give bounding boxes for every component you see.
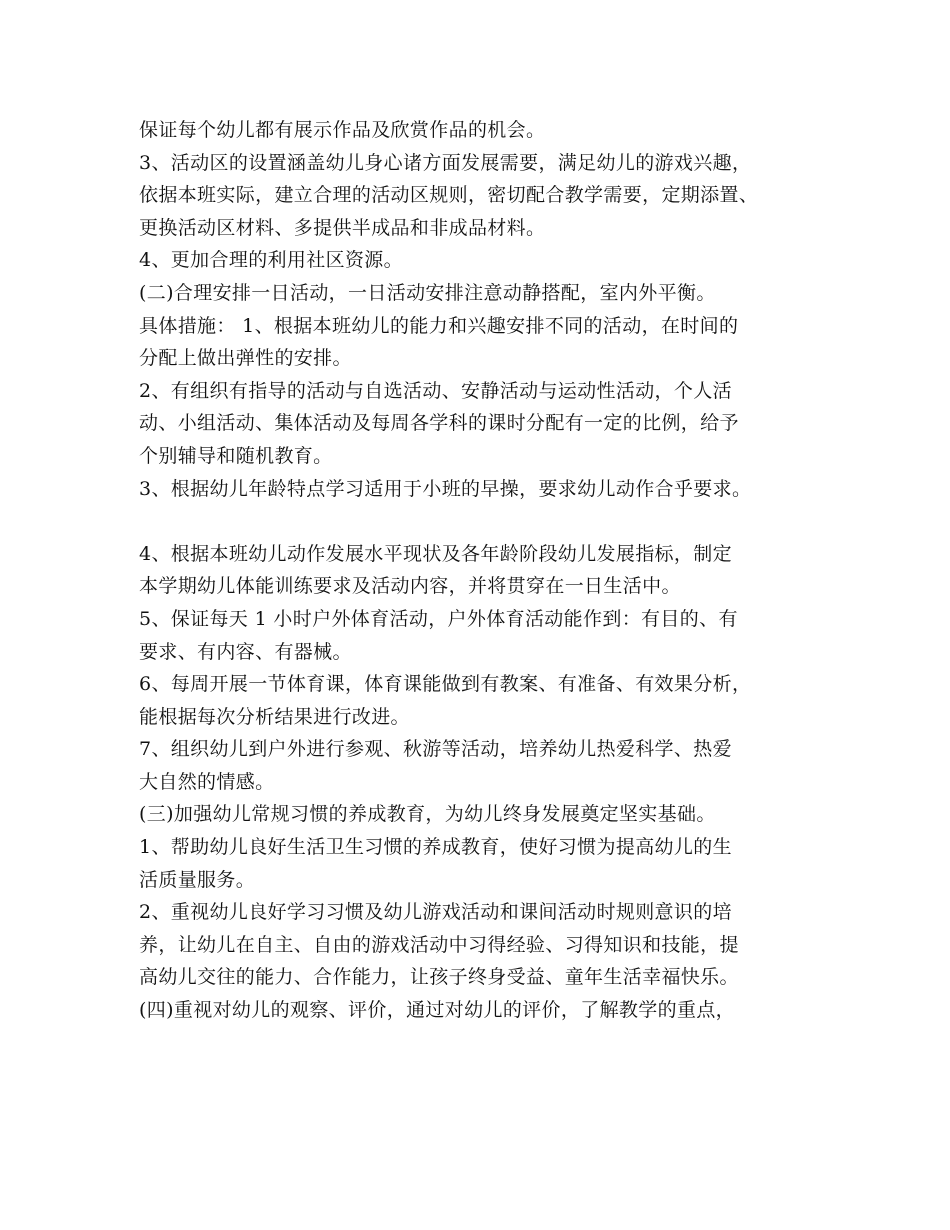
text-line: 个别辅导和随机教育。 [139, 444, 333, 467]
section-heading: (二)合理安排一日活动，一日活动安排注意动静搭配，室内外平衡。 [139, 281, 716, 304]
text-line: 4、根据本班幼儿动作发展水平现状及各年龄阶段幼儿发展指标，制定 [139, 542, 732, 565]
text-line: 1、帮助幼儿良好生活卫生习惯的养成教育，使好习惯为提高幼儿的生 [139, 836, 732, 859]
text-line: 养，让幼儿在自主、自由的游戏活动中习得经验、习得知识和技能，提 [139, 933, 739, 956]
section-heading: (三)加强幼儿常规习惯的养成教育，为幼儿终身发展奠定坚实基础。 [139, 803, 716, 826]
text-line: 更换活动区材料、多提供半成品和非成品材料。 [139, 216, 546, 239]
text-line: 3、根据幼儿年龄特点学习适用于小班的早操，要求幼儿动作合乎要求。 [139, 477, 752, 500]
text-line: 具体措施： 1、根据本班幼儿的能力和兴趣安排不同的活动，在时间的 [139, 314, 739, 337]
text-line: 5、保证每天 1 小时户外体育活动，户外体育活动能作到：有目的、有 [139, 607, 738, 630]
text-line: 大自然的情感。 [139, 770, 275, 793]
text-line: 4、更加合理的利用社区资源。 [139, 249, 403, 272]
text-line: 3、活动区的设置涵盖幼儿身心诸方面发展需要，满足幼儿的游戏兴趣， [139, 151, 752, 174]
text-line: 动、小组活动、集体活动及每周各学科的课时分配有一定的比例，给予 [139, 412, 739, 435]
section-heading: (四)重视对幼儿的观察、评价，通过对幼儿的评价，了解教学的重点， [139, 999, 736, 1022]
text-line: 要求、有内容、有器械。 [139, 640, 352, 663]
text-line: 本学期幼儿体能训练要求及活动内容，并将贯穿在一日生活中。 [139, 575, 681, 598]
text-line: 高幼儿交往的能力、合作能力，让孩子终身受益、童年生活幸福快乐。 [139, 966, 739, 989]
text-line: 能根据每次分析结果进行改进。 [139, 705, 410, 728]
text-line: 依据本班实际，建立合理的活动区规则，密切配合教学需要，定期添置、 [139, 184, 759, 207]
text-line: 6、每周开展一节体育课，体育课能做到有教案、有准备、有效果分析， [139, 673, 752, 696]
text-line: 2、重视幼儿良好学习习惯及幼儿游戏活动和课间活动时规则意识的培 [139, 901, 732, 924]
text-line: 保证每个幼儿都有展示作品及欣赏作品的机会。 [139, 119, 546, 141]
text-line: 活质量服务。 [139, 868, 256, 891]
document-body [139, 114, 839, 1027]
text-line: 2、有组织有指导的活动与自选活动、安静活动与运动性活动，个人活 [139, 379, 732, 402]
paragraph-gap [139, 505, 839, 538]
text-line: 分配上做出弹性的安排。 [139, 347, 352, 370]
text-line: 7、组织幼儿到户外进行参观、秋游等活动，培养幼儿热爱科学、热爱 [139, 738, 732, 761]
